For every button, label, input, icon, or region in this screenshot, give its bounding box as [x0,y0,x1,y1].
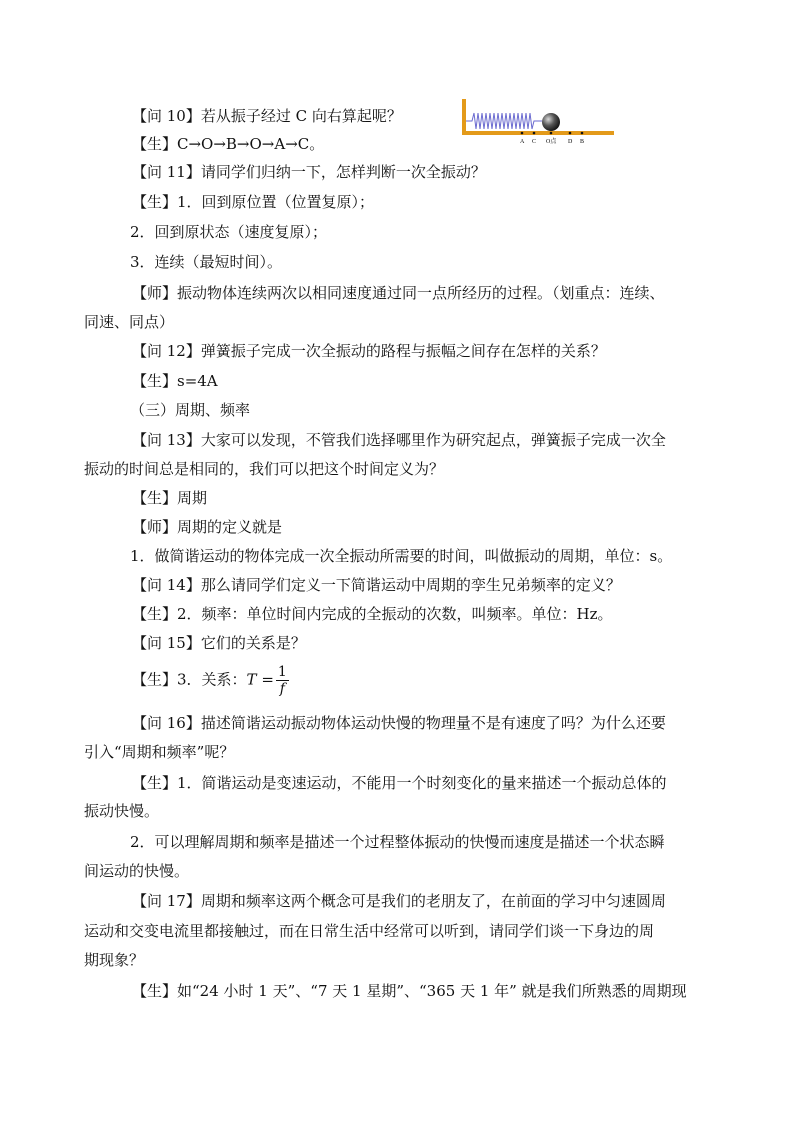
answer-10: 【生】C→O→B→O→A→C。 [132,135,325,153]
spring-oscillator-figure [462,99,614,145]
formula-fraction [276,664,289,697]
question-14: 【问 14】那么请同学们定义一下简谐运动中周期的孪生兄弟频率的定义？ [132,576,621,594]
formula-denominator: f [279,681,285,697]
answer-14: 【生】2．频率：单位时间内完成的全振动的次数，叫频率。单位：Hz。 [132,605,613,623]
answer-16-1: 【生】1．简谐运动是变速运动，不能用一个时刻变化的量来描述一个振动总体的 [132,774,667,792]
oscillator-ball [542,113,560,131]
question-13-cont: 振动的时间总是相同的，我们可以把这个时间定义为？ [84,460,445,478]
question-16-cont: 引入“周期和频率”呢？ [84,743,235,761]
answer-15-text: 【生】3．关系： [132,670,247,689]
question-11: 【问 11】请同学们归纳一下，怎样判断一次全振动？ [132,163,486,181]
floor [462,131,614,135]
answer-16-1-cont: 振动快慢。 [84,802,160,820]
question-17: 【问 17】周期和频率这两个概念可是我们的老朋友了，在前面的学习中匀速圆周 [132,892,666,910]
label-c: C [532,139,537,145]
question-16: 【问 16】描述简谐运动振动物体运动快慢的物理量不是有速度了吗？为什么还要 [132,714,666,732]
question-10: 【问 10】若从振子经过 C 向右算起呢？ [132,107,402,125]
period-definition: 1．做简谐运动的物体完成一次全振动所需要的时间，叫做振动的周期，单位：s。 [130,547,673,565]
answer-17: 【生】如“24 小时 1 天”、“7 天 1 星期”、“365 天 1 年” 就是我们所熟悉的周期现 [132,982,687,1000]
answer-12: 【生】s=4A [132,372,218,390]
spring [466,113,542,129]
answer-16-2-cont: 间运动的快慢。 [84,862,190,880]
teacher-summary: 【师】振动物体连续两次以相同速度通过同一点所经历的过程。（划重点：连续、 [132,284,665,302]
answer-11-1: 【生】1．回到原位置（位置复原）； [132,193,375,211]
answer-16-2: 2．可以理解周期和频率是描述一个过程整体振动的快慢而速度是描述一个状态瞬 [130,833,665,851]
label-o: O点 [546,139,557,145]
answer-13: 【生】周期 [132,489,208,507]
wall [462,99,466,135]
question-15: 【问 15】它们的关系是？ [132,634,306,652]
teacher-period: 【师】周期的定义就是 [132,518,283,536]
answer-11-2: 2．回到原状态（速度复原）； [130,223,328,241]
section-heading: （三）周期、频率 [130,401,251,419]
label-b: B [580,139,585,145]
question-17-cont: 运动和交变电流里都接触过，而在日常生活中经常可以听到，请同学们谈一下身边的周 [84,922,655,940]
teacher-summary-cont: 同速、同点） [84,313,175,331]
answer-15 [132,664,289,697]
question-12: 【问 12】弹簧振子完成一次全振动的路程与振幅之间存在怎样的关系？ [132,342,606,360]
answer-11-3: 3．连续（最短时间）。 [130,253,283,271]
label-d: D [568,139,573,145]
formula-lhs: T = [246,670,274,689]
label-a: A [520,139,525,145]
formula-numerator: 1 [277,664,287,680]
question-17-cont2: 期现象？ [84,951,145,969]
question-13: 【问 13】大家可以发现，不管我们选择哪里作为研究起点，弹簧振子完成一次全 [132,431,666,449]
